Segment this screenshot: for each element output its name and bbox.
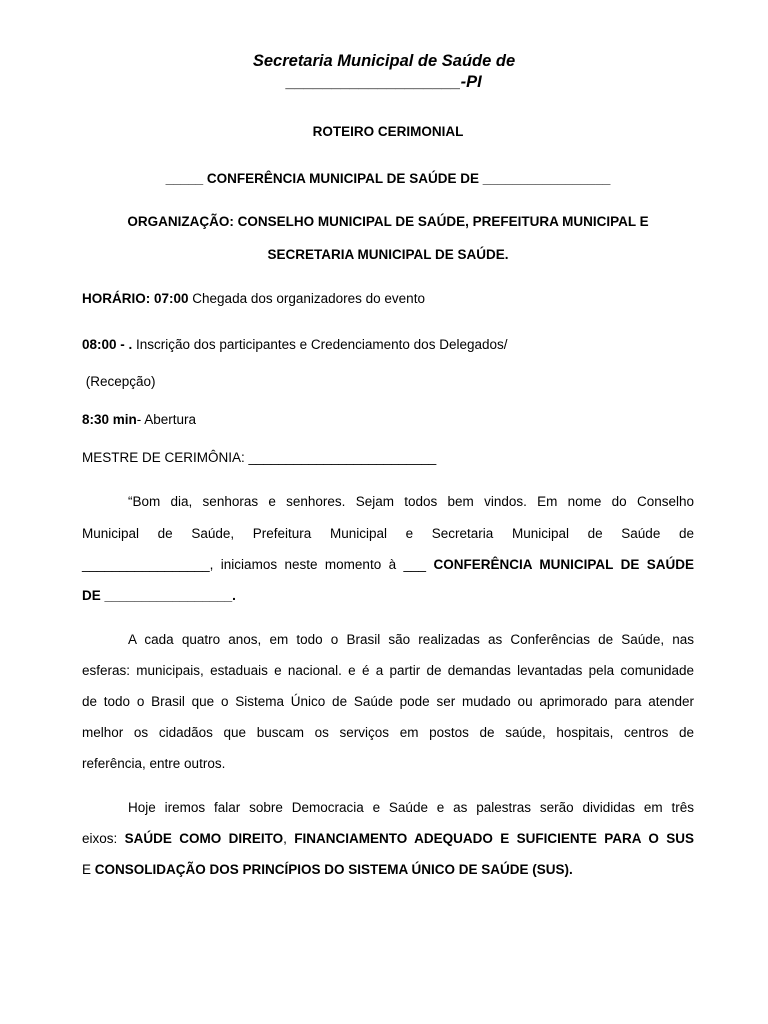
paragraph-1-line-3-bold: CONFERÊNCIA MUNICIPAL DE SAÚDE bbox=[433, 557, 694, 572]
paragraph-3-axis-2: FINANCIAMENTO ADEQUADO E SUFICIENTE PARA O SUS bbox=[294, 831, 694, 846]
schedule-item-3-text: - Abertura bbox=[136, 412, 197, 427]
schedule-item-1-text: Chegada dos organizadores do evento bbox=[188, 291, 425, 306]
paragraph-1-line-3 bbox=[82, 557, 694, 572]
paragraph-2-line-2: esferas: municipais, estaduais e nacional. e é a partir de demandas levantadas pela comunidade bbox=[82, 663, 694, 678]
organization-line-1: ORGANIZAÇÃO: CONSELHO MUNICIPAL DE SAÚDE, PREFEITURA MUNICIPAL E bbox=[127, 214, 649, 229]
organization-line-2: SECRETARIA MUNICIPAL DE SAÚDE. bbox=[267, 247, 509, 262]
conference-line: _____ CONFERÊNCIA MUNICIPAL DE SAÚDE DE _________________ bbox=[165, 171, 611, 186]
schedule-item-3 bbox=[82, 412, 694, 427]
paragraph-1-line-3-text: _________________, iniciamos neste momento à ___ bbox=[82, 557, 434, 572]
paragraph-2-line-5: referência, entre outros. bbox=[82, 756, 226, 771]
paragraph-3-line-2 bbox=[82, 831, 694, 846]
paragraph-3-line-1: Hoje iremos falar sobre Democracia e Saúde e as palestras serão divididas em três bbox=[128, 800, 694, 815]
paragraph-2-line-1: A cada quatro anos, em todo o Brasil são realizadas as Conferências de Saúde, nas bbox=[128, 632, 694, 647]
schedule-item-1 bbox=[82, 291, 694, 306]
schedule-item-2-text: Inscrição dos participantes e Credenciamento dos Delegados/ bbox=[132, 337, 508, 352]
header-line-1: Secretaria Municipal de Saúde de bbox=[252, 52, 516, 70]
paragraph-1-line-2: Municipal de Saúde, Prefeitura Municipal e Secretaria Municipal de Saúde de bbox=[82, 526, 694, 541]
paragraph-1-line-1: “Bom dia, senhoras e senhores. Sejam todos bem vindos. Em nome do Conselho bbox=[128, 494, 694, 509]
paragraph-3-line-3-text: E bbox=[82, 862, 95, 877]
header-line-2: ___________________-PI bbox=[286, 73, 482, 91]
paragraph-2-line-4: melhor os cidadãos que buscam os serviços em postos de saúde, hospitais, centros de bbox=[82, 725, 694, 740]
paragraph-3-separator: , bbox=[283, 831, 295, 846]
paragraph-3-line-3 bbox=[82, 862, 694, 877]
paragraph-3-axis-1: SAÚDE COMO DIREITO bbox=[124, 831, 284, 846]
paragraph-3-line-2-text: eixos: bbox=[82, 831, 125, 846]
mestre-de-cerimonia: MESTRE DE CERIMÔNIA: _________________________ bbox=[82, 450, 437, 465]
schedule-item-2 bbox=[82, 337, 694, 352]
schedule-item-2-continuation: (Recepção) bbox=[82, 374, 156, 389]
schedule-item-1-time: HORÁRIO: 07:00 bbox=[82, 291, 189, 306]
paragraph-2-line-3: de todo o Brasil que o Sistema Único de Saúde pode ser mudado ou aprimorado para atender bbox=[82, 694, 694, 709]
schedule-item-3-time: 8:30 min bbox=[82, 412, 137, 427]
schedule-item-2-time: 08:00 - . bbox=[82, 337, 133, 352]
paragraph-3-axis-3: CONSOLIDAÇÃO DOS PRINCÍPIOS DO SISTEMA ÚNICO DE SAÚDE (SUS). bbox=[94, 862, 573, 877]
paragraph-1-line-4 bbox=[82, 588, 694, 603]
document-title: ROTEIRO CERIMONIAL bbox=[312, 124, 464, 139]
paragraph-1-line-4-bold: DE _________________. bbox=[82, 588, 236, 603]
